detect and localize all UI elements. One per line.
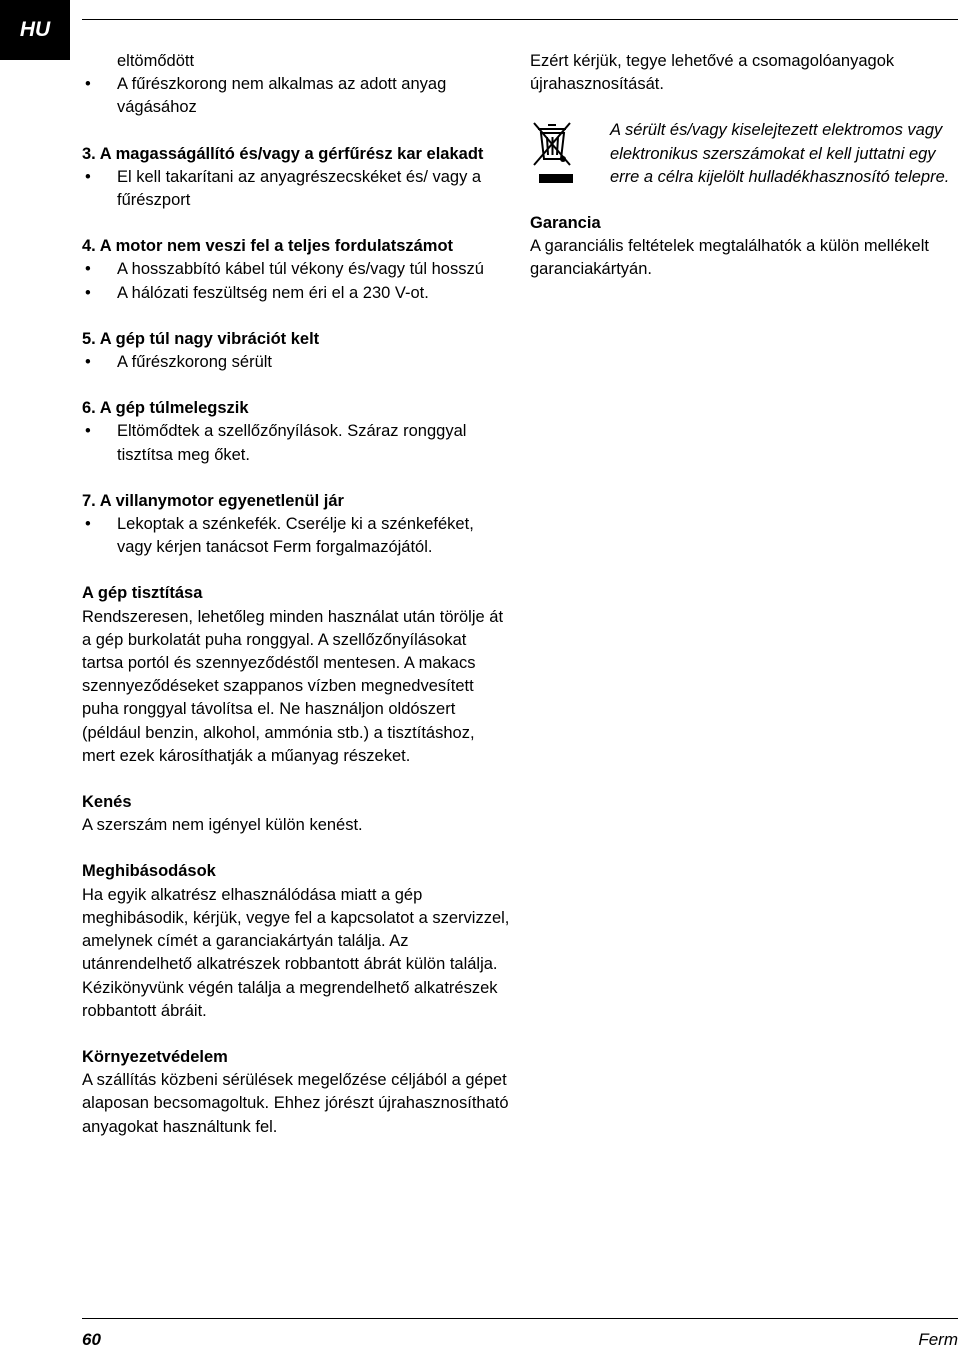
right-column [530,50,960,282]
section-text-faults: Ha egyik alkatrész elhasználódása miatt a gép meghibásodik, kérjük, vegye fel a kapcsolatot a szervizzel, amelynek címét a garanciakártyán találja. Az utánrendelhető alkatrészek robbantott ábrát külön találja. [82,885,510,974]
item-4-bullets [82,258,512,304]
bullet-item: • A fűrészkorong sérült [82,351,512,374]
language-tab: HU [0,0,70,60]
item-3-bullets [82,166,512,212]
section-heading-environment: Környezetvédelem [82,1047,228,1066]
section-heading-faults: Meghibásodások [82,862,216,881]
section-heading-lubrication: Kenés [82,793,132,812]
bullet-item: • A hosszabbító kábel túl vékony és/vagy túl hosszú [82,258,512,281]
item-3-title: 3. A magasságállító és/vagy a gérfűrész kar elakadt [82,144,484,163]
top-rule [82,19,958,20]
item-5-title: 5. A gép túl nagy vibrációt kelt [82,329,320,348]
item-6-bullets [82,420,512,466]
weee-notice [530,119,960,189]
warranty-text: A garanciális feltételek megtalálhatók a külön mellékelt garanciakártyán. [530,237,929,279]
item-6-title: 6. A gép túlmelegszik [82,399,249,418]
item-7-bullets [82,513,512,559]
item-7-title: 7. A villanymotor egyenetlenül jár [82,491,344,510]
section-text-lubrication: A szerszám nem igényel külön kenést. [82,816,363,835]
left-column [82,50,512,1139]
page-number: 60 [82,1330,101,1349]
section-text-environment: A szállítás közbeni sérülések megelőzése céljából a gépet alaposan becsomagoltuk. Ehhez jórészt újrahasznosítható anyagokat használtunk fel. [82,1071,509,1136]
continued-bullets [82,73,512,119]
item-5-bullets [82,351,512,374]
section-text-cleaning: Rendszeresen, lehetőleg minden használat után törölje át a gép burkolatát puha ronggyal. A szellőzőnyílásokat tartsa portól és szennyeződéstől mentesen. A makacs szennyeződéseket szappanos vízben megnedvesített puha ronggyal távolítsa el. Ne használjon oldószert (például benzin, alkohol, ammónia stb.) a tisztításhoz, mert ezek károsíthatják a műanyag részeket. [82,607,504,765]
bullet-item: • A hálózati feszültség nem éri el a 230 V-ot. [82,282,512,305]
bullet-item: • A fűrészkorong nem alkalmas az adott anyag vágásához [82,73,512,119]
weee-text: A sérült és/vagy kiselejtezett elektromos vagy elektronikus szerszámokat el kell juttatni egy erre a célra kijelölt hulladékhasznosító telepre. [610,121,950,186]
item-4-title: 4. A motor nem veszi fel a teljes fordulatszámot [82,237,454,256]
crossed-out-wheelie-bin-icon [530,119,602,187]
section-text-faults-2: Kézikönyvünk végén találja a megrendelhető alkatrészek robbantott ábráit. [82,978,498,1020]
recycling-intro: Ezért kérjük, tegye lehetővé a csomagolóanyagok újrahasznosítását. [530,52,895,94]
brand-name: Ferm [918,1330,958,1349]
warranty-heading: Garancia [530,214,601,233]
section-heading-cleaning: A gép tisztítása [82,584,203,603]
bullet-item: • Lekoptak a szénkefék. Cserélje ki a szénkeféket, vagy kérjen tanácsot Ferm forgalmazójától. [82,513,512,559]
bullet-item: • El kell takarítani az anyagrészecskéket és/ vagy a fűrészport [82,166,512,212]
bullet-item: • Eltömődtek a szellőzőnyílások. Száraz ronggyal tisztítsa meg őket. [82,420,512,466]
bottom-rule [82,1318,958,1319]
continued-line: eltömődött [117,52,195,70]
